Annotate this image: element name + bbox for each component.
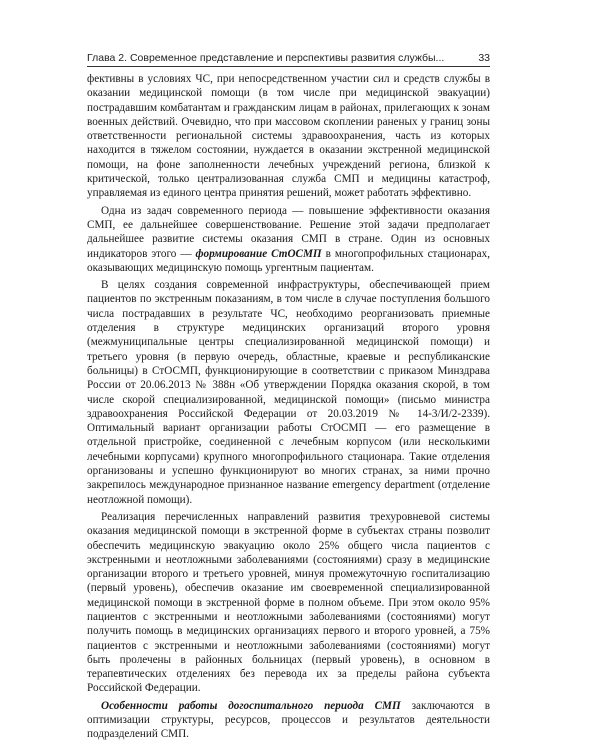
paragraph-prehospital-features — [87, 699, 490, 742]
paragraph-infrastructure: В целях создания современной инфраструктуры, обеспечивающей прием пациентов по экстренным показаниям, в том числе в случае поступления большого числа пострадавших в результате ЧС, необходимо реорганизовать приемные отделения в структуре медицинских организаций второго уровня (межмуниципальные центры специализированной медицинской помощи) и третьего уровня (в первую очередь, областные, краевые и республиканские больницы) в СтОСМП, функционирующие в соответствии с приказом Минздрава России от 20.06.2013 № 388н «Об утверждении Порядка оказания скорой, в том числе скорой специализированной, медицинской помощи» (письмо министра здравоохранения Российской Федерации от 20.03.2019 № 14-3/И/2-2339). Оптимальный вариант организации работы СтОСМП — его размещение в отдельной пристройке, соединенной с лечебным корпусом (или несколькими лечебными корпусами) крупного многопрофильного стационара. Такие отделения организованы и успешно функционируют во многих странах, за ними прочно закрепилось международное признанное название emergency department (отделение неотложной помощи). — [87, 279, 490, 506]
paragraph-three-level-system: Реализация перечисленных направлений развития трехуровневой системы оказания медицинской помощи в экстренной форме в субъектах страны позволит обеспечить медицинскую эвакуацию около 25% общего числа пациентов с экстренными и неотложными заболеваниями (состояниями) сразу в медицинские организации второго и третьего уровней, минуя промежуточную госпитализацию (первый уровень), обеспечив оказание им своевременной специализированной медицинской помощи в экстренной форме в полном объеме. При этом около 95% пациентов с экстренными и неотложными заболеваниями (состояниями) могут получить помощь в медицинских организациях первого и второго уровней, а 75% пациентов с экстренными и неотложными заболеваниями (состояниями) могут быть пролечены в районных больницах (первый уровень), в основном в терапевтических отделениях без перевода их за пределы района субъекта Российской Федерации. — [87, 510, 490, 695]
page-body — [87, 72, 490, 745]
paragraph-text: заключаются в оптимизации структуры, ресурсов, процессов и результатов деятельности подразделений СМП. — [87, 699, 491, 741]
paragraph-text: в многопрофильных стационарах, оказывающих медицинскую помощь ургентным пациентам. — [87, 247, 490, 274]
emphasis-term: Особенности работы догоспитального периода СМП — [101, 699, 401, 712]
paragraph-continuation: фективны в условиях ЧС, при непосредственном участии сил и средств службы в оказании медицинской помощи (в том числе при медицинской эвакуации) пострадавшим комбатантам и гражданским лицам в районах, прилегающих к зонам военных действий. Очевидно, что при массовом скоплении раненых у границ зоны ответственности региональной системы здравоохранения, часть из которых находится в тяжелом состоянии, нуждается в оказании экстренной медицинской помощи, на фоне заполненности лечебных учреждений региона, близкой к критической, только централизованная служба СМП и медицины катастроф, управляемая из единого центра принятия решений, может работать эффективно. — [87, 73, 490, 200]
chapter-title: Глава 2. Современное представление и перспективы развития службы... — [87, 52, 445, 64]
emphasis-term: формирование СтОСМП — [195, 247, 322, 260]
page-number: 33 — [478, 52, 490, 64]
running-header — [87, 46, 490, 64]
paragraph-text: Одна из задач современного периода — повышение эффективности оказания СМП, ее дальнейшее совершенствование. Решение этой задачи предполагает дальнейшее развитие системы оказания СМП в стране. Один из основных индикаторов этого — — [87, 204, 490, 260]
paragraph-smp-efficiency — [87, 204, 490, 275]
header-divider — [87, 66, 490, 67]
